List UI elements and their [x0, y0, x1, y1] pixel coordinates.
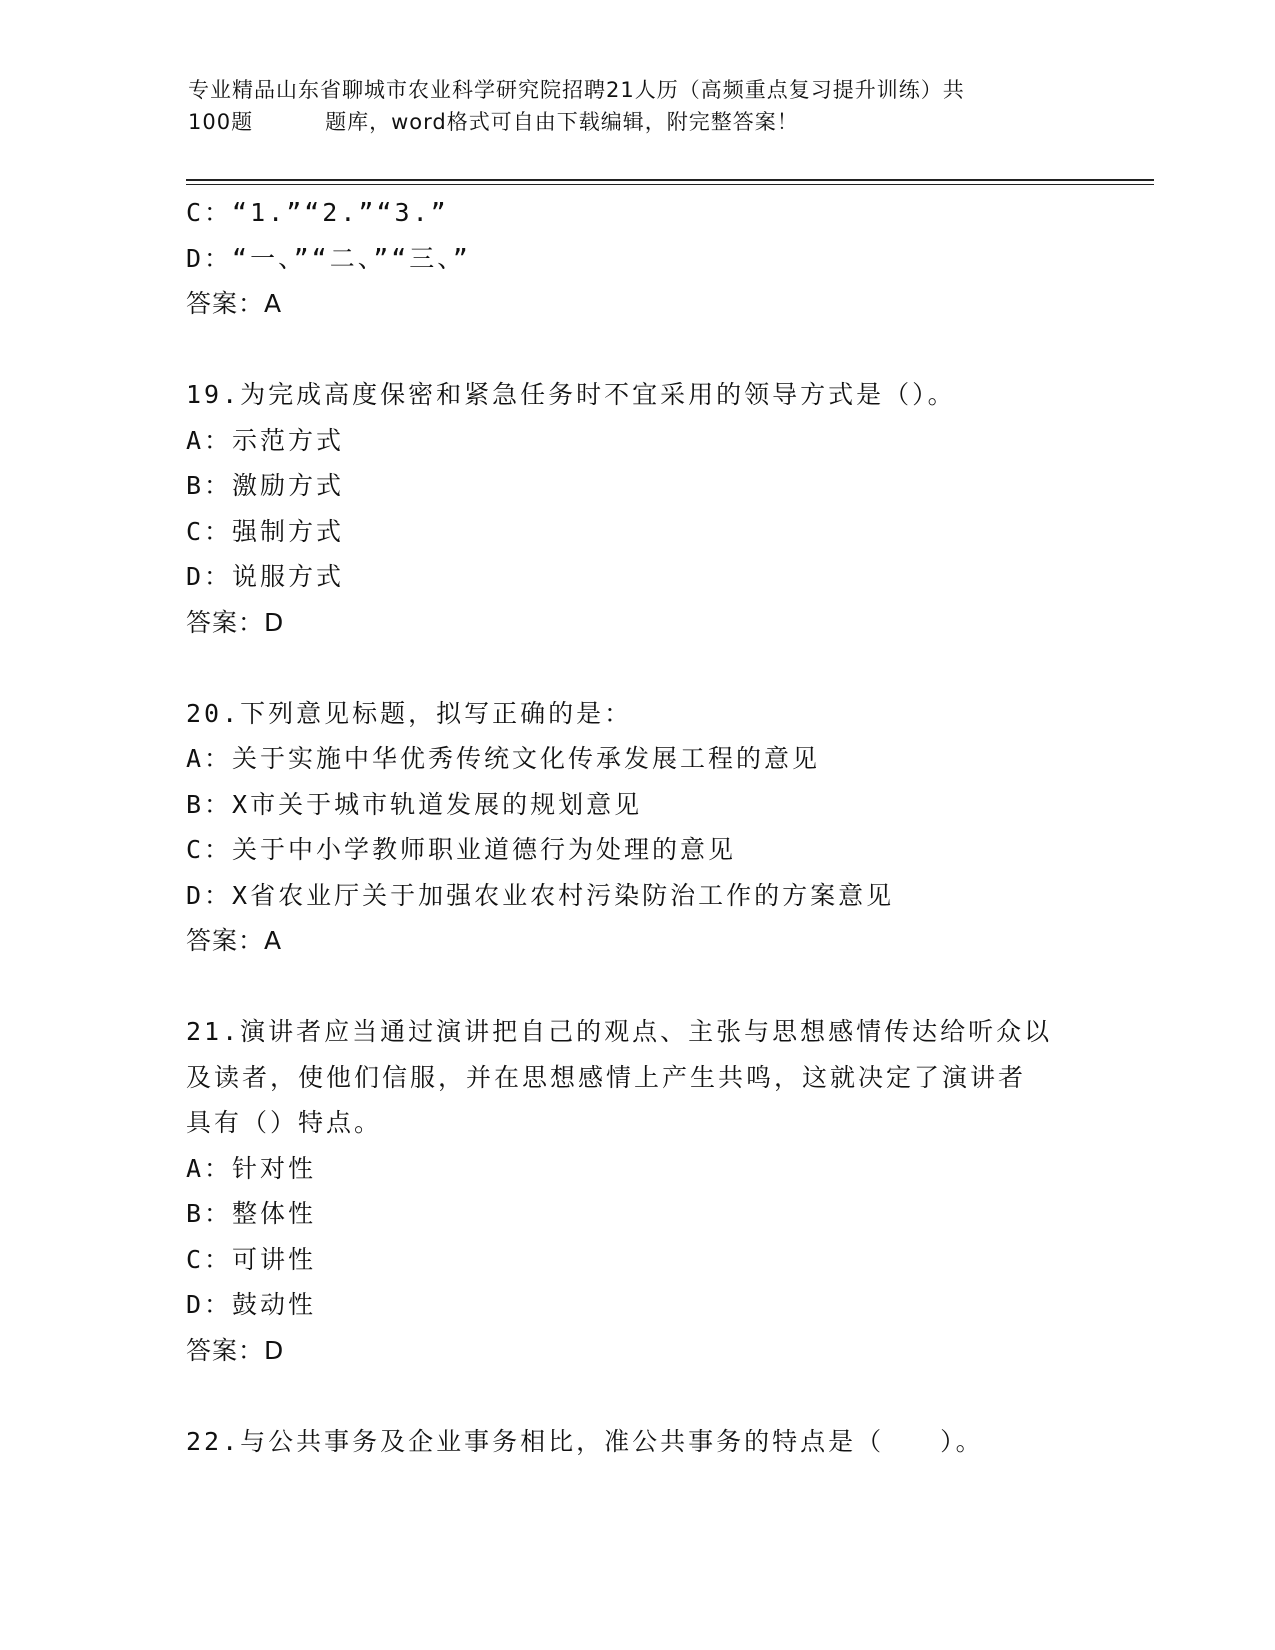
answer: 答案：D	[186, 1335, 285, 1365]
option-c: C：“1.”“2.”“3.”	[186, 198, 449, 227]
option-c: C：关于中小学教师职业道德行为处理的意见	[186, 835, 737, 864]
question-stem: 19.为完成高度保密和紧急任务时不宜采用的领导方式是（）。	[186, 380, 956, 409]
question-19	[186, 372, 1086, 645]
question-stem: 20.下列意见标题，拟写正确的是：	[186, 698, 633, 728]
header-divider-thin	[186, 184, 1154, 185]
spacer	[186, 964, 1086, 1010]
answer: 答案：A	[186, 289, 283, 318]
option-d: D：说服方式	[186, 562, 345, 591]
question-stem-line-1: 21.演讲者应当通过演讲把自己的观点、主张与思想感情传达给听众以	[186, 1017, 1053, 1046]
question-stem-line-3: 具有（）特点。	[186, 1108, 383, 1137]
spacer	[186, 327, 1086, 373]
previous-question-tail	[186, 190, 1086, 327]
spacer	[186, 645, 1086, 691]
option-a: A：关于实施中华优秀传统文化传承发展工程的意见	[186, 744, 821, 773]
option-c: C：强制方式	[186, 516, 345, 546]
page-header	[188, 74, 1068, 138]
answer: 答案：D	[186, 607, 285, 637]
question-content	[186, 190, 1086, 1464]
option-c: C：可讲性	[186, 1244, 317, 1274]
question-stem-line-2: 及读者，使他们信服，并在思想感情上产生共鸣，这就决定了演讲者	[186, 1062, 1027, 1092]
option-b: B：激励方式	[186, 471, 345, 500]
option-b: B：X市关于城市轨道发展的规划意见	[186, 789, 643, 819]
header-title-line-2	[188, 106, 1068, 138]
header-description: 题库，word格式可自由下载编辑，附完整答案！	[325, 110, 799, 134]
option-d: D：鼓动性	[186, 1290, 317, 1319]
option-a: A：针对性	[186, 1153, 317, 1183]
answer: 答案：A	[186, 926, 283, 955]
option-d: D：X省农业厅关于加强农业农村污染防治工作的方案意见	[186, 880, 895, 910]
question-22	[186, 1419, 1086, 1465]
header-question-count: 100题	[188, 110, 254, 134]
option-a: A：示范方式	[186, 425, 345, 455]
option-b: B：整体性	[186, 1199, 317, 1228]
spacer	[186, 1373, 1086, 1419]
question-20	[186, 691, 1086, 964]
header-title-line-1: 专业精品山东省聊城市农业科学研究院招聘21人历（高频重点复习提升训练）共	[188, 78, 965, 102]
option-d: D：“一、”“二、”“三、”	[186, 243, 471, 273]
question-21	[186, 1009, 1086, 1373]
header-divider-thick	[186, 179, 1154, 181]
question-stem: 22.与公共事务及企业事务相比，准公共事务的特点是（ ）。	[186, 1426, 984, 1456]
